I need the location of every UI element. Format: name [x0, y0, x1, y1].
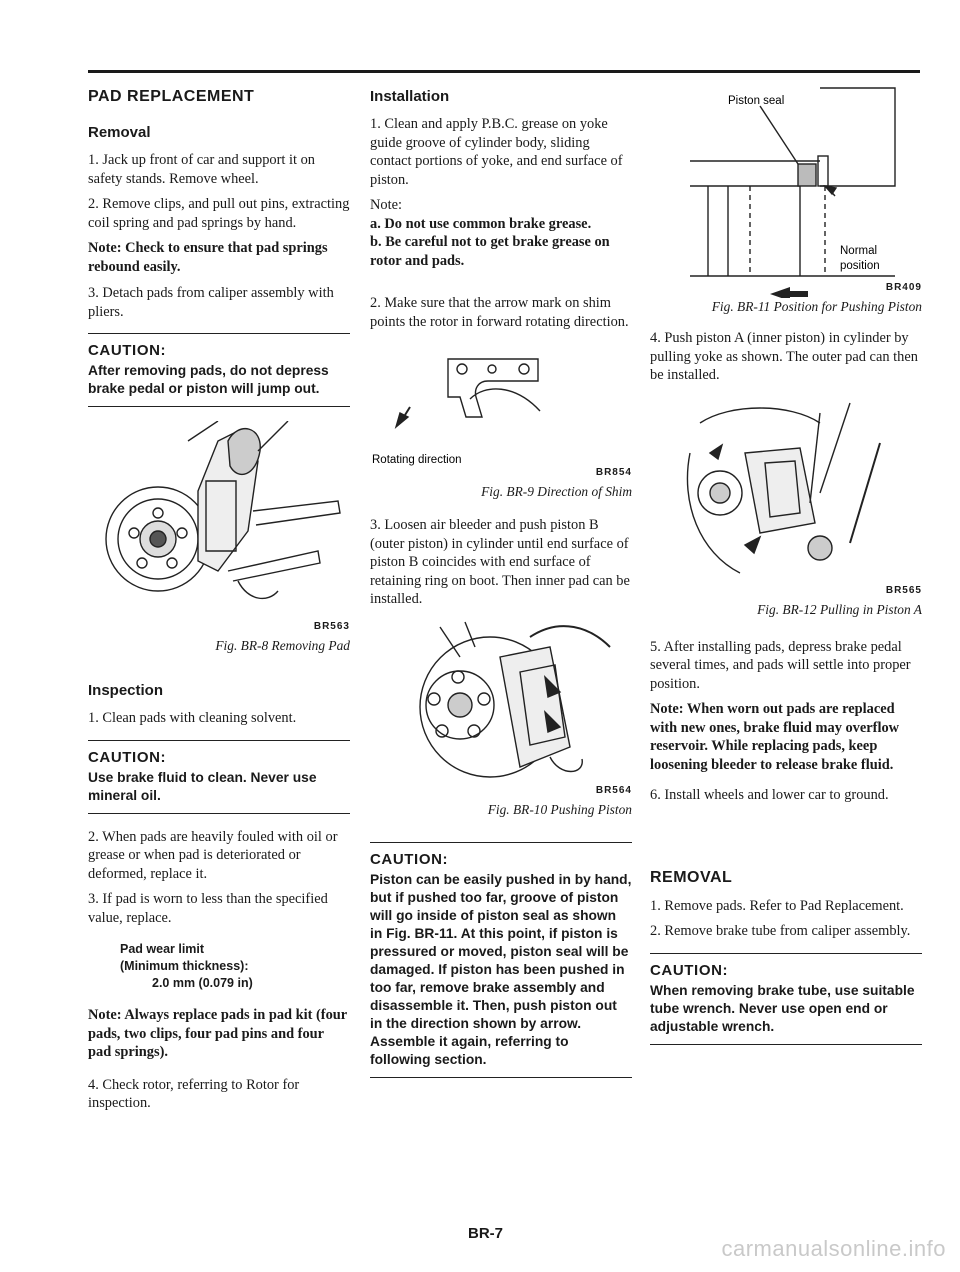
top-rule — [88, 70, 920, 73]
caution-box-4 — [650, 953, 922, 1045]
removal-step-2: 2. Remove clips, and pull out pins, extracting coil spring and pad springs by hand. — [88, 196, 350, 231]
inspection-step-1: 1. Clean pads with cleaning solvent. — [88, 710, 297, 726]
caution-title: CAUTION: — [650, 961, 729, 979]
figure-caption: Fig. BR-12 Pulling in Piston A — [757, 601, 922, 617]
figure-caption: Fig. BR-9 Direction of Shim — [481, 484, 632, 499]
figure-code: BR563 — [313, 621, 350, 632]
figure-caption: Fig. BR-8 Removing Pad — [215, 638, 350, 653]
label-normal: Normal — [840, 245, 878, 257]
label-rotating-direction: Rotating direction — [372, 454, 462, 466]
figure-br11 — [650, 86, 922, 315]
caution-title: CAUTION: — [88, 748, 167, 766]
caution-title: CAUTION: — [88, 342, 167, 359]
caution-box-1 — [88, 333, 350, 407]
watermark: carmanualsonline.info — [721, 1236, 946, 1261]
figure-code: BR409 — [885, 282, 922, 293]
note-label: Note: — [370, 197, 402, 213]
section-title-removal: REMOVAL — [650, 868, 733, 886]
heading-installation: Installation — [370, 88, 450, 105]
inspection-step-4: 4. Check rotor, referring to Rotor for inspection. — [88, 1076, 300, 1111]
spec-pad-wear-limit — [120, 941, 350, 992]
spec-sublabel: (Minimum thickness): — [120, 959, 249, 973]
column-right — [650, 88, 922, 1059]
illustration-shim-direction — [370, 339, 632, 467]
caution-text: When removing brake tube, use suitable tube wrench. Never use open end or adjustable wrench. — [650, 982, 915, 1034]
section-title-pad-replacement: PAD REPLACEMENT — [88, 88, 255, 105]
figure-br10 — [370, 617, 632, 818]
note-pad-kit: Note: Always replace pads in pad kit (four pads, two clips, four pad pins and four pad springs). — [88, 1007, 347, 1060]
illustration-removing-pad — [88, 421, 350, 621]
installation-step-2: 2. Make sure that the arrow mark on shim points the rotor in forward rotating direction. — [370, 295, 629, 330]
installation-step-1: 1. Clean and apply P.B.C. grease on yoke guide groove of cylinder body, sliding contact portions of yoke, and end surface of piston. — [370, 116, 623, 188]
installation-step-4: 4. Push piston A (inner piston) in cylinder by pulling yoke as shown. The outer pad can then be installed. — [650, 330, 918, 383]
installation-step-6: 6. Install wheels and lower car to ground. — [650, 787, 889, 803]
note-grease — [370, 196, 632, 270]
figure-code: BR564 — [595, 784, 632, 796]
figure-code: BR565 — [885, 584, 922, 596]
removal-step-1: 1. Jack up front of car and support it on safety stands. Remove wheel. — [88, 152, 315, 187]
caution-text: After removing pads, do not depress brake pedal or piston will jump out. — [88, 363, 329, 396]
installation-step-3: 3. Loosen air bleeder and push piston B (outer piston) in cylinder until end surface of piston B coincides with end surface of retaining ring on boot. Then inner pad can be installed. — [370, 517, 630, 607]
caution-text-2: Assemble it again, referring to following section. — [370, 1033, 569, 1067]
illustration-pushing-piston — [370, 617, 632, 785]
inspection-step-2: 2. When pads are heavily fouled with oil or grease or when pad is deteriorated or deformed, replace it. — [88, 828, 338, 882]
note-brake-fluid: Note: When worn out pads are replaced with new ones, brake fluid may overflow reservoir. While replacing pads, keep loosening bleeder to release brake fluid. — [650, 701, 900, 773]
figure-caption: Fig. BR-11 Position for Pushing Piston — [711, 299, 922, 314]
label-position: position — [840, 260, 880, 272]
figure-code: BR854 — [595, 467, 632, 478]
label-piston-seal: Piston seal — [728, 95, 785, 107]
figure-br9 — [370, 339, 632, 500]
note-item-a: a. Do not use common brake grease. — [370, 215, 592, 232]
removal-step-3: 3. Detach pads from caliper assembly with pliers. — [88, 285, 334, 320]
figure-br12 — [650, 393, 922, 618]
spec-value: 2.0 mm (0.079 in) — [152, 976, 253, 990]
page-number: BR-7 — [468, 1225, 504, 1242]
illustration-pulling-piston — [650, 393, 922, 585]
installation-step-5: 5. After installing pads, depress brake pedal several times, and pads will settle into proper position. — [650, 638, 911, 692]
column-middle — [370, 88, 632, 1092]
caution-title: CAUTION: — [370, 850, 449, 868]
figure-br8 — [88, 421, 350, 654]
heading-removal: Removal — [88, 124, 151, 141]
removal-step-1: 1. Remove pads. Refer to Pad Replacement. — [650, 897, 904, 914]
inspection-step-3: 3. If pad is worn to less than the specified value, replace. — [88, 891, 328, 926]
caution-box-2 — [88, 740, 350, 814]
removal-step-2: 2. Remove brake tube from caliper assembly. — [650, 923, 911, 939]
figure-caption: Fig. BR-10 Pushing Piston — [487, 801, 632, 817]
note-item-b: b. Be careful not to get brake grease on rotor and pads. — [370, 234, 610, 269]
column-left — [88, 88, 350, 1120]
caution-text: Piston can be easily pushed in by hand, but if pushed too far, groove of piston will go inside of piston seal as shown in Fig. BR-11. At this point, if piston is pressured or moved, piston seal will be damaged. If piston has been pushed in too far, remove brake assembly and disassemble it. Then, push piston out in the direction shown by arrow. — [370, 871, 632, 1031]
heading-inspection: Inspection — [88, 682, 164, 699]
caution-box-3 — [370, 842, 632, 1078]
illustration-piston-seal — [650, 86, 922, 298]
note-pad-springs: Note: Check to ensure that pad springs rebound easily. — [88, 240, 328, 275]
caution-text: Use brake fluid to clean. Never use mineral oil. — [88, 769, 317, 803]
spec-label: Pad wear limit — [120, 942, 205, 956]
